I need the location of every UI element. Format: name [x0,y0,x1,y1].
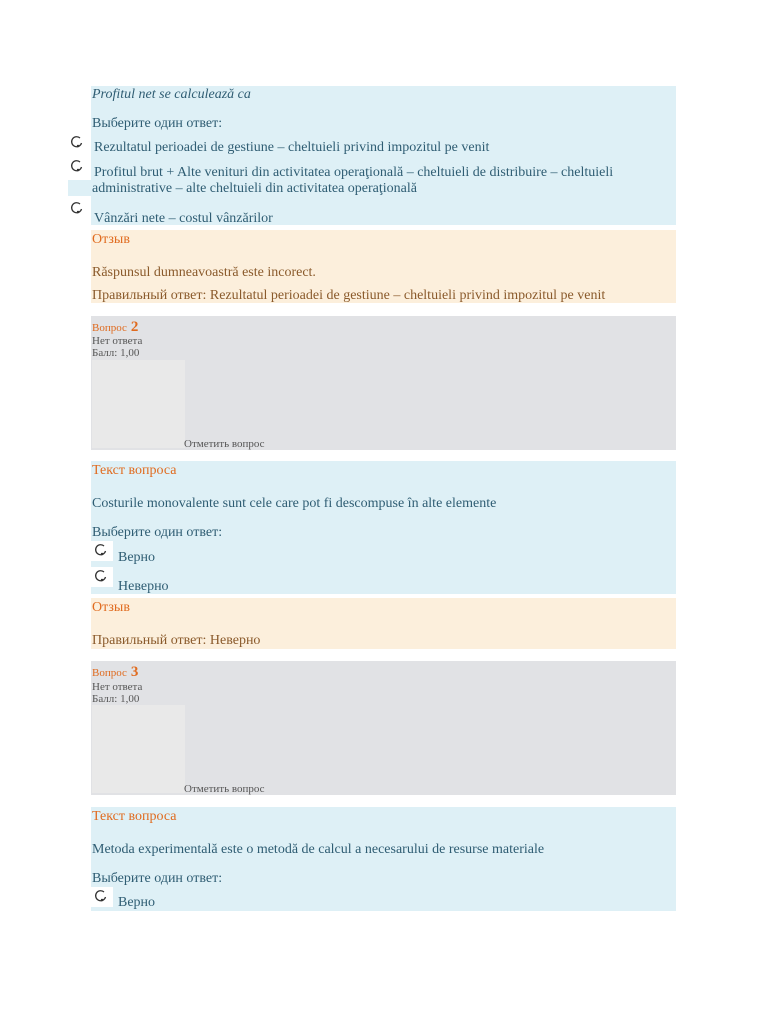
flag-question-link[interactable]: Отметить вопрос [184,438,265,450]
question-3-text-panel [91,807,676,911]
answer-true-label[interactable]: Верно [118,895,156,910]
feedback-title: Отзыв [92,600,130,615]
flag-question-link[interactable]: Отметить вопрос [184,783,265,795]
radio-unchecked-icon [70,135,84,149]
radio-unchecked-icon [70,159,84,173]
question-3-flag-box [92,705,185,793]
radio-unchecked-icon [94,569,108,583]
question-3-text: Metoda experimentală este o metodă de calcul a necesarului de resurse materiale [92,842,545,857]
radio-option-false[interactable] [91,567,113,587]
choose-one-label: Выберите один ответ: [92,871,223,886]
radio-option-3[interactable] [67,199,89,219]
question-label: Вопрос [92,322,127,334]
radio-option-true[interactable] [91,541,113,561]
question-text-title: Текст вопроса [92,463,177,478]
answer-option-2-label-line-2[interactable]: administrative – alte cheltuieli din activitatea operaţională [92,181,417,196]
question-3-score: Балл: 1,00 [92,693,140,705]
question-label: Вопрос [92,667,127,679]
question-1-prompt: Profitul net se calculează ca [92,87,251,102]
answer-option-2-label-line-1[interactable]: Profitul brut + Alte venituri din activitatea operaţională – cheltuieli de distribuire – cheltuieli [94,165,614,180]
radio-unchecked-icon [94,889,108,903]
question-3-status: Нет ответа [92,681,143,693]
feedback-result: Răspunsul dumneavoastră este incorect. [92,265,316,280]
radio-option-1[interactable] [67,133,89,153]
radio-unchecked-icon [94,543,108,557]
answer-false-label[interactable]: Неверно [118,579,169,594]
radio-option-2[interactable] [67,157,89,177]
question-number-value: 2 [130,319,139,335]
question-2-flag-box [92,360,185,448]
question-number-value: 3 [130,664,139,680]
feedback-correct-answer: Правильный ответ: Rezultatul perioadei de gestiune – cheltuieli privind impozitul pe venit [92,288,606,303]
question-2-text: Costurile monovalente sunt cele care pot fi descompuse în alte elemente [92,496,497,511]
radio-option-true[interactable] [91,887,113,907]
radio-unchecked-icon [70,201,84,215]
question-3-number [92,663,138,681]
choose-one-label: Выберите один ответ: [92,116,223,131]
feedback-correct-answer: Правильный ответ: Неверно [92,633,261,648]
answer-true-label[interactable]: Верно [118,550,156,565]
question-2-status: Нет ответа [92,335,143,347]
question-text-title: Текст вопроса [92,809,177,824]
answer-option-1-label[interactable]: Rezultatul perioadei de gestiune – cheltuieli privind impozitul pe venit [94,140,490,155]
question-2-score: Балл: 1,00 [92,347,140,359]
choose-one-label: Выберите один ответ: [92,525,223,540]
question-2-number [92,318,138,336]
answer-option-3-label[interactable]: Vânzări nete – costul vânzărilor [94,211,273,226]
feedback-title: Отзыв [92,232,130,247]
